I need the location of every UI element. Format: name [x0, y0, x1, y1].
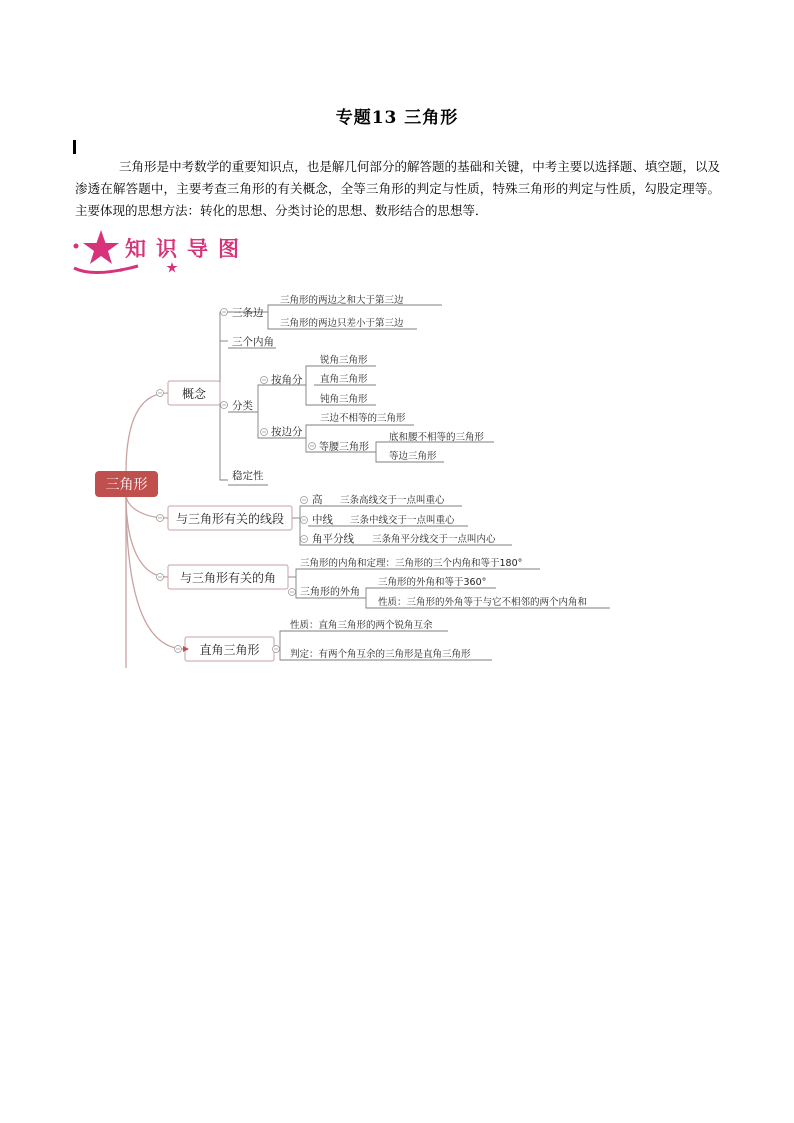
three-angles-label: 三个内角	[232, 336, 274, 348]
segments-label: 与三角形有关的线段	[175, 512, 285, 526]
by-angle-label: 按角分	[271, 374, 303, 386]
exterior-property: 性质：三角形的外角等于与它不相邻的两个内角和	[378, 597, 588, 608]
exterior-angle-label: 三角形的外角	[300, 587, 360, 598]
right-triangle-property: 性质：直角三角形的两个锐角互余	[290, 620, 433, 631]
median-label: 中线	[312, 514, 333, 526]
by-side-label: 按边分	[271, 426, 303, 438]
bisector-note: 三条角平分线交于一点叫内心	[372, 534, 496, 545]
iso-sub-2-label: 等边三角形	[389, 451, 437, 462]
right-triangle-label: 直角三角形	[199, 643, 260, 657]
height-note: 三条高线交于一点叫重心	[340, 495, 445, 506]
intro-paragraph: 三角形是中考数学的重要知识点，也是解几何部分的解答题的基础和关键，中考主要以选择题、填空题，以及渗透在解答题中，主要考查三角形的有关概念，全等三角形的判定与性质，特殊三角形的判定与性质，勾股定理等。主要体现的思想方法：转化的思想、分类讨论的思想、数形结合的思想等．	[75, 159, 720, 218]
concept-label: 概念	[181, 387, 207, 401]
angles-label: 与三角形有关的角	[179, 571, 277, 585]
acute-label: 锐角三角形	[320, 355, 368, 366]
exterior-sum: 三角形的外角和等于360°	[378, 577, 487, 588]
obtuse-label: 钝角三角形	[320, 394, 368, 405]
page-title: 专题13 三角形	[335, 108, 459, 128]
root-node-label: 三角形	[105, 477, 148, 493]
banner-title: 知识导图	[125, 237, 249, 261]
side-rule-2: 三角形的两边只差小于第三边	[280, 318, 404, 329]
median-note: 三条中线交于一点叫重心	[350, 515, 455, 526]
isosceles-label: 等腰三角形	[319, 442, 369, 453]
bisector-label: 角平分线	[312, 533, 354, 545]
height-label: 高	[312, 494, 323, 506]
right-triangle-criterion: 判定：有两个角互余的三角形是直角三角形	[290, 649, 471, 660]
right-label: 直角三角形	[320, 374, 368, 385]
stability-label: 稳定性	[232, 470, 264, 482]
interior-angle-theorem: 三角形的内角和定理：三角形的三个内角和等于180°	[300, 558, 523, 569]
classify-label: 分类	[232, 400, 253, 412]
scalene-label: 三边不相等的三角形	[320, 413, 406, 424]
three-sides-label: 三条边	[232, 307, 264, 319]
side-rule-1: 三角形的两边之和大于第三边	[280, 295, 404, 306]
iso-sub-1-label: 底和腰不相等的三角形	[389, 432, 485, 443]
